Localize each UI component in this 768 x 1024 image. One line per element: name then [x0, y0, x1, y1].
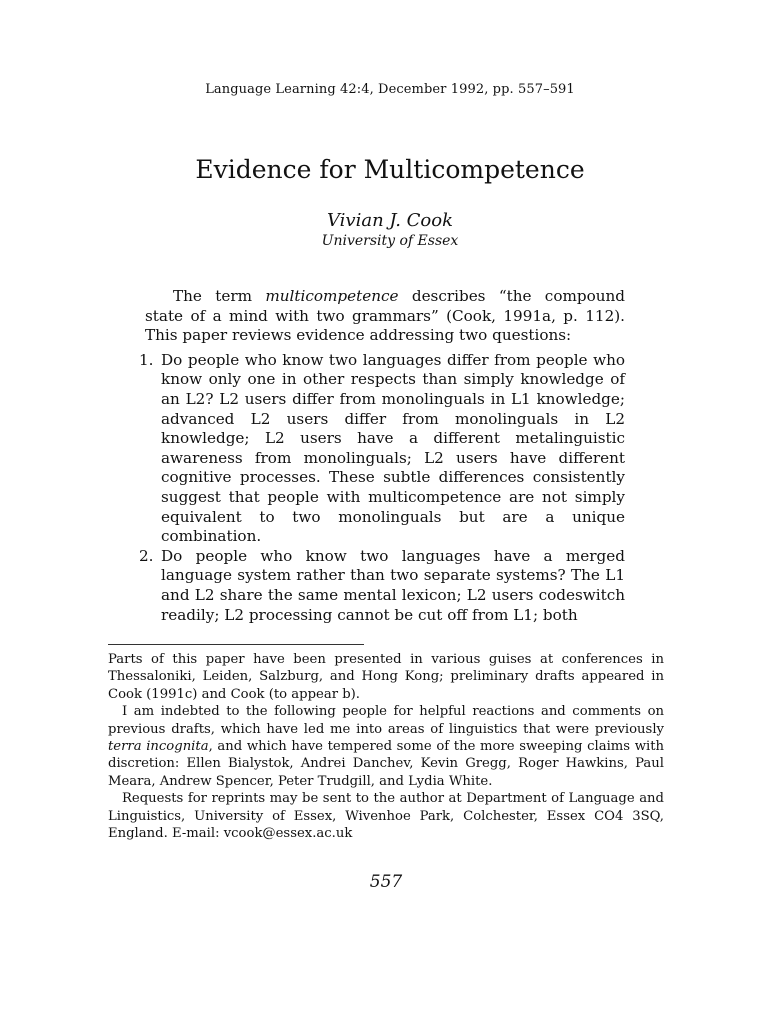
- author-name: Vivian J. Cook: [326, 210, 454, 231]
- abstract-intro-term: multicompetence: [265, 287, 399, 305]
- abstract-intro: [145, 287, 625, 346]
- abstract: [139, 287, 626, 625]
- journal-citation: Language Learning 42:4, December 1992, pp. 557–591: [205, 82, 575, 97]
- abstract-intro-after: describes “the compound state of a mind with two grammars” (Cook, 1991a, p. 112). This paper reviews evidence addressing two questions:: [145, 287, 626, 345]
- abstract-question-item: [139, 546, 625, 625]
- question-text: Do people who know two languages differ from people who know only one in other respects than simply knowledge of an L2? L2 users differ from monolinguals in L1 knowledge; advanced L2 users differ from monolinguals in L2 knowledge; L2 users have a different metalinguistic awareness from monolinguals; L2 users have different cognitive processes. These subtle differences consistently suggest that people with multicompetence are not simply equivalent to two monolinguals but are a unique combination.: [161, 350, 625, 546]
- abstract-question-item: [139, 350, 625, 547]
- abstract-intro-before: The term: [173, 287, 266, 305]
- question-number: 2.: [139, 546, 154, 565]
- abstract-question-list: [139, 350, 625, 625]
- footnote-reprints: Requests for reprints may be sent to the author at Department of Language and Linguistics, University of Essex, Wivenhoe Park, Colchester, Essex CO4 3SQ, England. E-mail: vcook@essex.ac.uk: [108, 791, 664, 842]
- author-affiliation: University of Essex: [321, 233, 459, 249]
- page-number: 557: [369, 872, 403, 892]
- footnote-presentations: Parts of this paper have been presented in various guises at conferences in Thessaloniki, Leiden, Salzburg, and Hong Kong; preliminary drafts appeared in Cook (1991c) and Cook (to appear b).: [108, 652, 664, 702]
- acknowledgements-italic: terra incognita: [108, 739, 209, 755]
- article-title: Evidence for Multicompetence: [195, 155, 585, 184]
- footnote-acknowledgements: [108, 703, 664, 790]
- question-text: Do people who know two languages have a merged language system rather than two separate systems? The L1 and L2 share the same mental lexicon; L2 users codeswitch readily; L2 processing cannot be cut off from L1; both: [161, 546, 625, 624]
- acknowledgements-before: I am indebted to the following people for helpful reactions and comments on previous drafts, which have led me into areas of linguistics that were previously: [108, 704, 664, 737]
- question-number: 1.: [139, 350, 154, 369]
- acknowledgements-after: , and which have tempered some of the more sweeping claims with discretion: Ellen Bialystok, Andrei Danchev, Kevin Gregg, Roger Hawkins, Paul Meara, Andrew Spencer, Peter Trudgill, and Lydia White.: [108, 739, 664, 789]
- footnotes: [108, 651, 664, 842]
- footnote-separator: [108, 644, 364, 645]
